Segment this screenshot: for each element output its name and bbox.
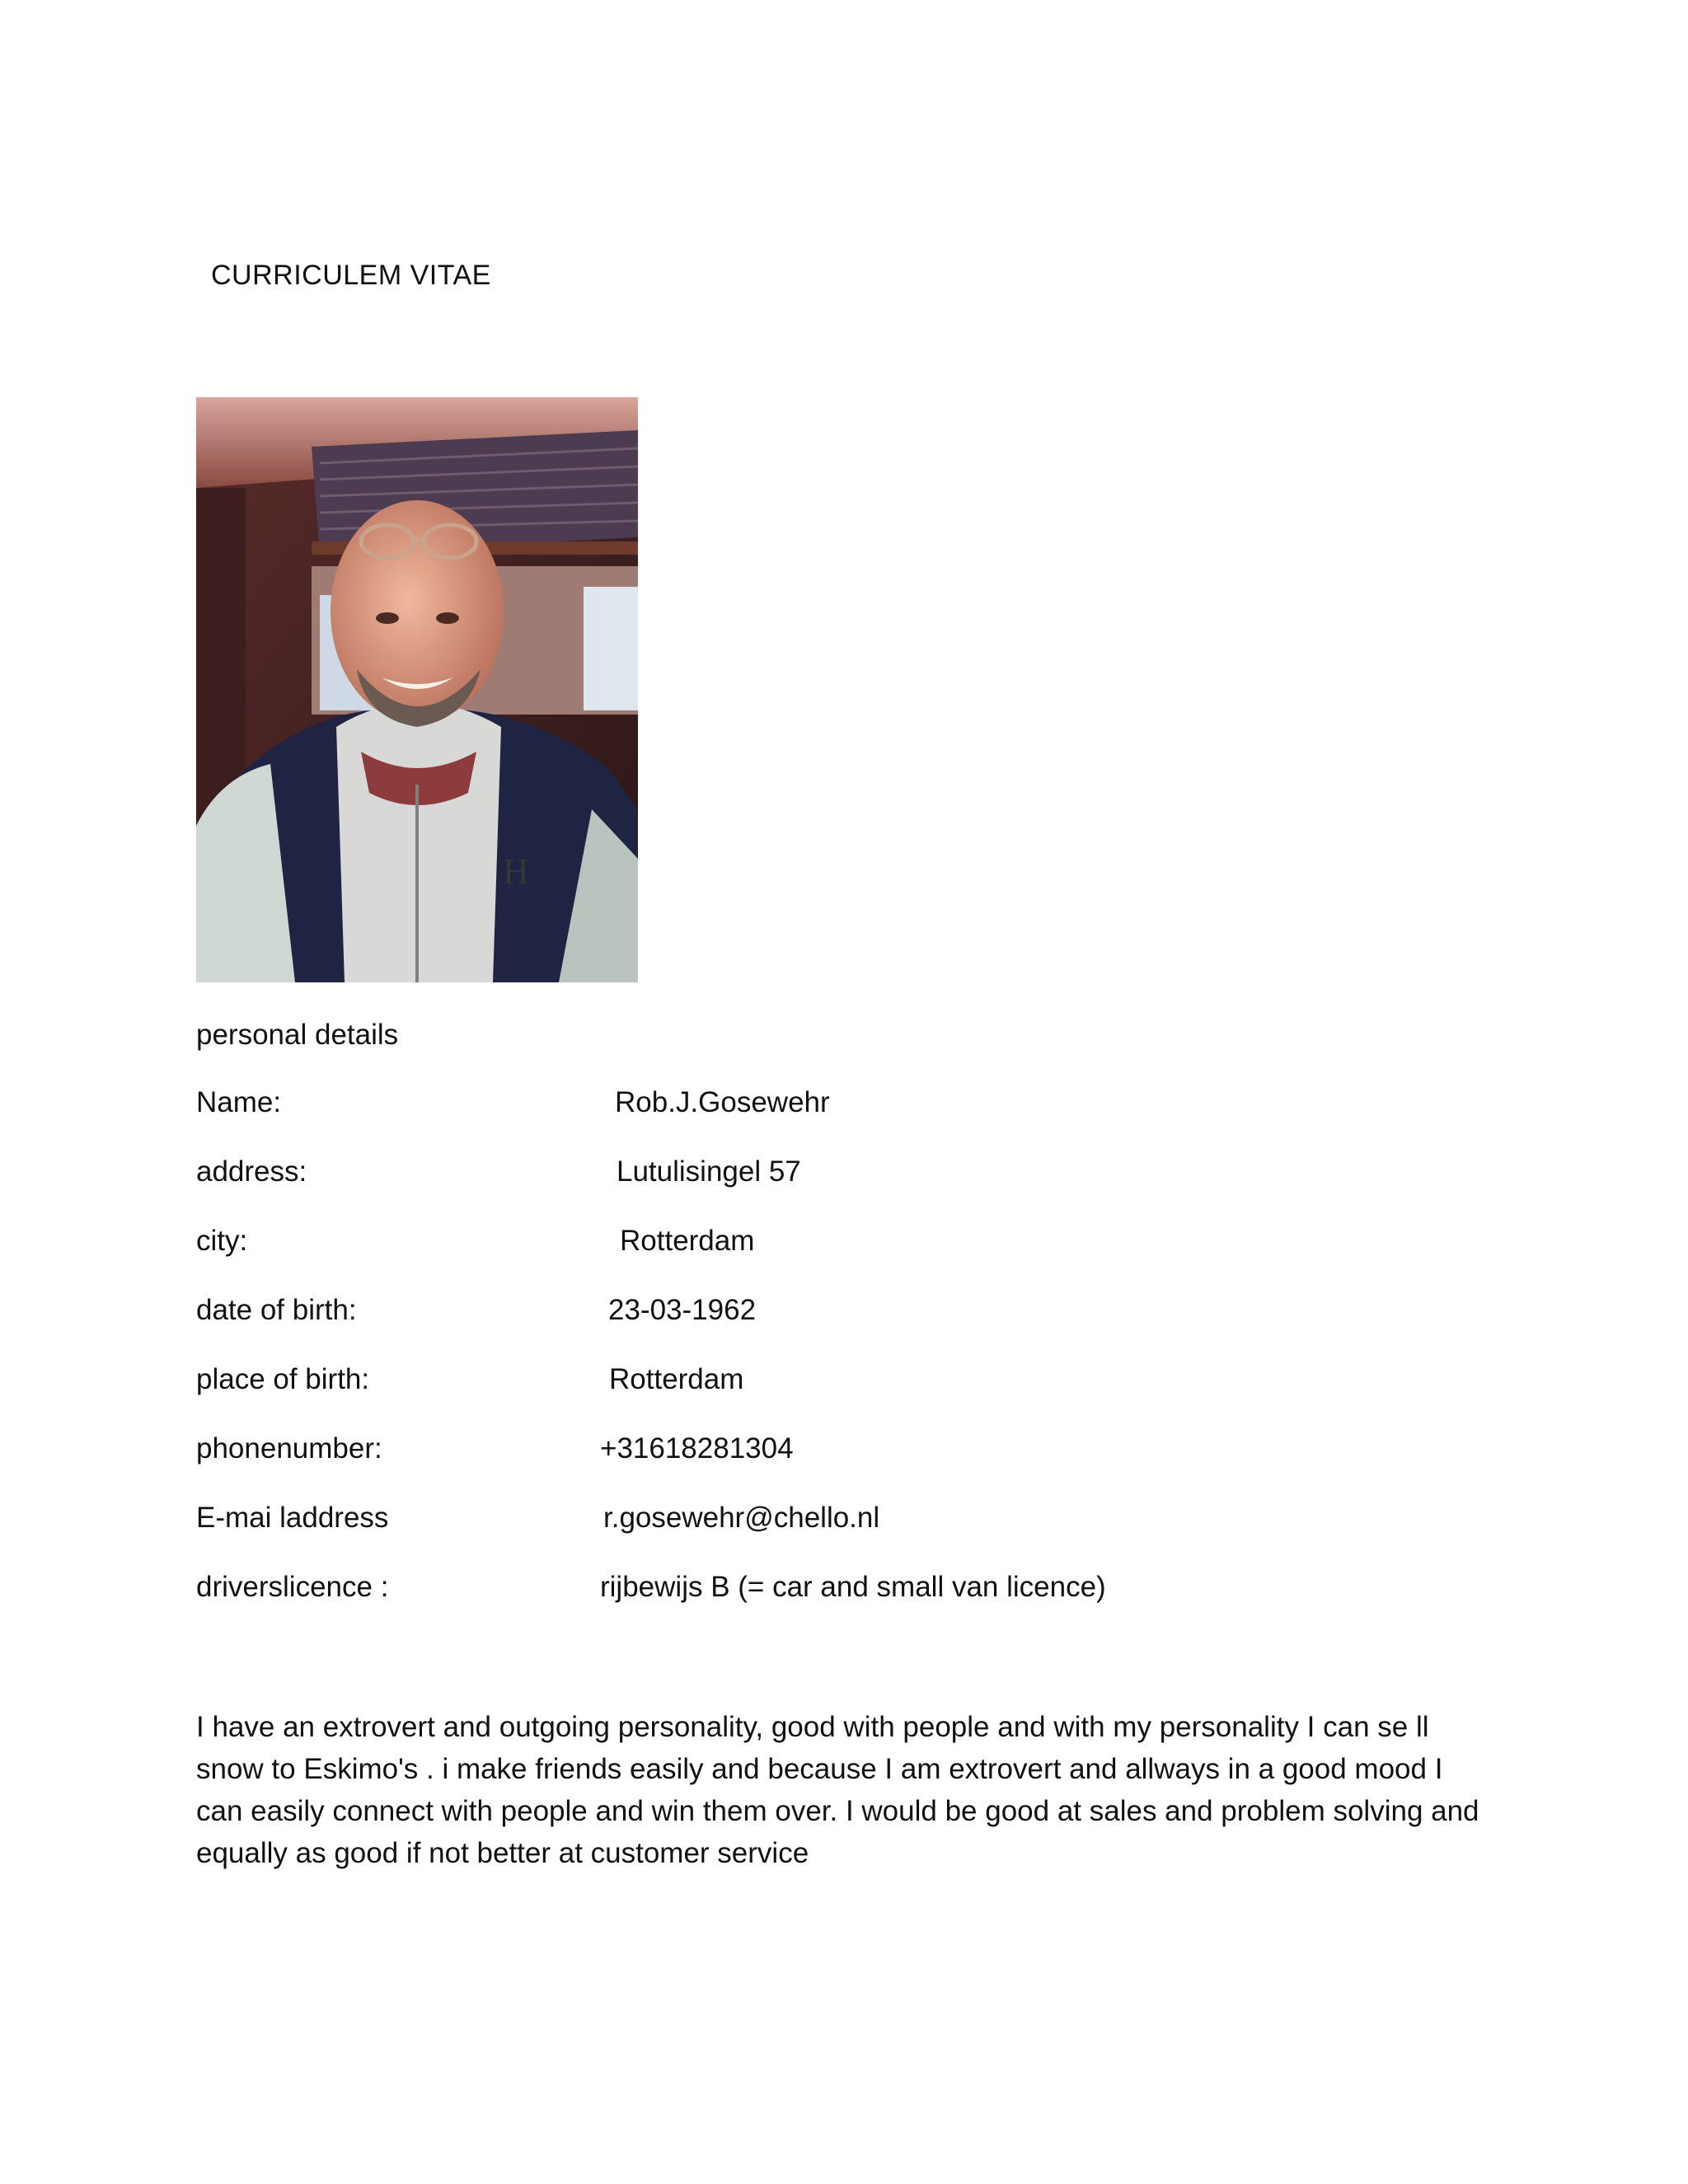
detail-label: E-mai laddress	[196, 1502, 389, 1534]
detail-row-phone	[196, 1432, 1350, 1474]
personal-details-heading: personal details	[196, 1019, 399, 1051]
detail-label: city:	[196, 1225, 248, 1257]
svg-text:H: H	[503, 851, 529, 892]
detail-value: 23-03-1962	[608, 1294, 757, 1326]
detail-label: date of birth:	[196, 1294, 357, 1326]
detail-label: Name:	[196, 1086, 282, 1118]
bio-paragraph: I have an extrovert and outgoing personality, good with people and with my personality I can se ll snow to Eskimo's . i make friends easily and because I am extrovert and allways in a good mood I can easily connect with people and win them over. I would be good at sales and problem solving and equally as good if not better at customer service	[196, 1711, 1479, 1869]
detail-row-address	[196, 1155, 1350, 1197]
detail-value: Rotterdam	[609, 1363, 744, 1395]
detail-row-city	[196, 1225, 1350, 1266]
detail-label: driverslicence :	[196, 1571, 389, 1603]
detail-value: rijbewijs B (= car and small van licence)	[600, 1571, 1106, 1603]
detail-row-name	[196, 1086, 1350, 1127]
profile-photo	[196, 397, 638, 982]
detail-row-place-of-birth	[196, 1363, 1350, 1404]
detail-value: Rob.J.Gosewehr	[615, 1086, 830, 1118]
detail-row-email	[196, 1502, 1350, 1543]
detail-value: Lutulisingel 57	[617, 1155, 801, 1188]
detail-value: +31618281304	[600, 1432, 794, 1465]
detail-row-drivers-licence	[196, 1571, 1350, 1612]
detail-label: place of birth:	[196, 1363, 370, 1395]
document-title: CURRICULEM VITAE	[211, 260, 491, 291]
detail-label: phonenumber:	[196, 1432, 382, 1465]
detail-label: address:	[196, 1155, 307, 1188]
detail-value: r.gosewehr@chello.nl	[603, 1502, 880, 1534]
detail-value: Rotterdam	[620, 1225, 755, 1257]
detail-row-date-of-birth	[196, 1294, 1350, 1335]
